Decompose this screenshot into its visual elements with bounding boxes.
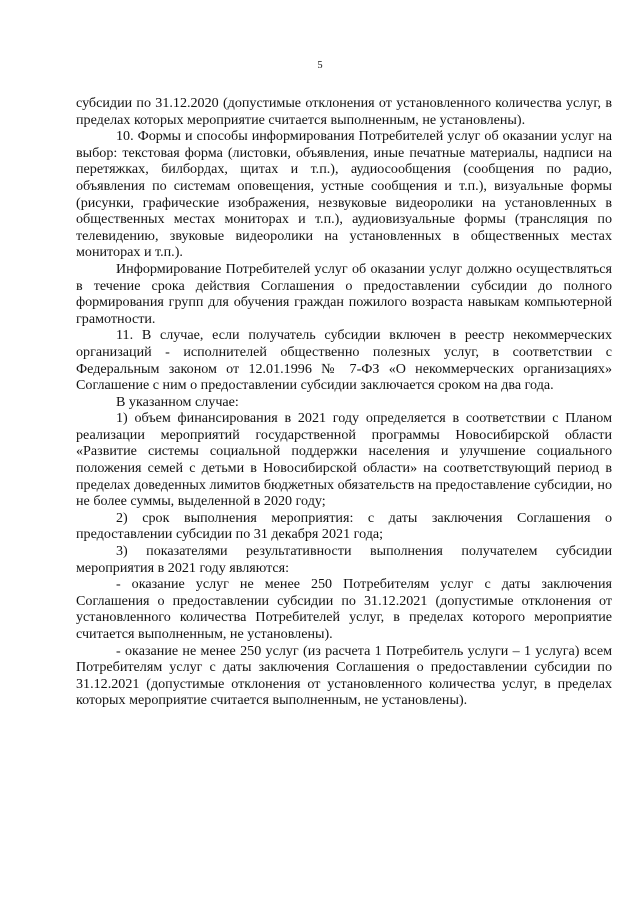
paragraph-item-11: 11. В случае, если получатель субсидии включен в реестр некоммерческих организаций - исполнителей общественно полезных услуг, в соответствии с Федеральным законом от 12.01.1996 № 7-ФЗ «О некоммерческих организациях» Соглашение с ним о предоставлении субсидии заключается сроком на два года. — [76, 327, 612, 394]
paragraph-subitem-2: 2) срок выполнения мероприятия: с даты заключения Соглашения о предоставлении субсидии по 31 декабря 2021 года; — [76, 509, 612, 543]
document-body — [76, 95, 612, 709]
paragraph-continuation: субсидии по 31.12.2020 (допустимые отклонения от установленного количества услуг, в пределах которых мероприятие считается выполненным, не установлены). — [76, 95, 612, 128]
page-number: 5 — [317, 60, 323, 71]
paragraph-in-this-case: В указанном случае: — [116, 393, 239, 410]
paragraph-subitem-1: 1) объем финансирования в 2021 году определяется в соответствии с Планом реализации мероприятий государственной программы Новосибирской области «Развитие системы социальной поддержки населения и улучшение социального положения семей с детьми в Новосибирской области» на соответствующий период в пределах доведенных лимитов бюджетных обязательств на предоставление субсидии, но не более суммы, выделенной в 2020 году; — [76, 410, 612, 510]
paragraph-indicator-consumers: - оказание услуг не менее 250 Потребителям услуг с даты заключения Соглашения о предоставлении субсидии по 31.12.2021 (допустимые отклонения от установленного количества Потребителей услуг, в пределах которого мероприятие считается выполненным, не установлены). — [76, 576, 612, 642]
paragraph-subitem-3: 3) показателями результативности выполнения получателем субсидии мероприятия в 2021 году являются: — [76, 543, 612, 576]
paragraph-indicator-services: - оказание не менее 250 услуг (из расчета 1 Потребитель услуги – 1 услуга) всем Потребителям услуг с даты заключения Соглашения о предоставлении субсидии по 31.12.2021 (допустимые отклонения от установленного количества услуг, в пределах которых мероприятие считается выполненным, не установлены). — [76, 642, 612, 709]
paragraph-item-10: 10. Формы и способы информирования Потребителей услуг об оказании услуг на выбор: текстовая форма (листовки, объявления, иные печатные материалы, надписи на перетяжках, билбордах, щитах и т.п.), аудиосообщения (сообщения по радио, объявления по системам оповещения, устные сообщения и т.п.), визуальные формы (рисунки, графические изображения, незвуковые видеоролики на установленных в общественных местах мониторах и т.п.), аудиовизуальные формы (трансляция по телевидению, звуковые видеоролики на установленных в общественных местах мониторах и т.п.). — [76, 128, 612, 261]
paragraph-informing: Информирование Потребителей услуг об оказании услуг должно осуществляться в течение срока действия Соглашения о предоставлении субсидии до полного формирования групп для обучения граждан пожилого возраста навыкам компьютерной грамотности. — [76, 260, 612, 327]
